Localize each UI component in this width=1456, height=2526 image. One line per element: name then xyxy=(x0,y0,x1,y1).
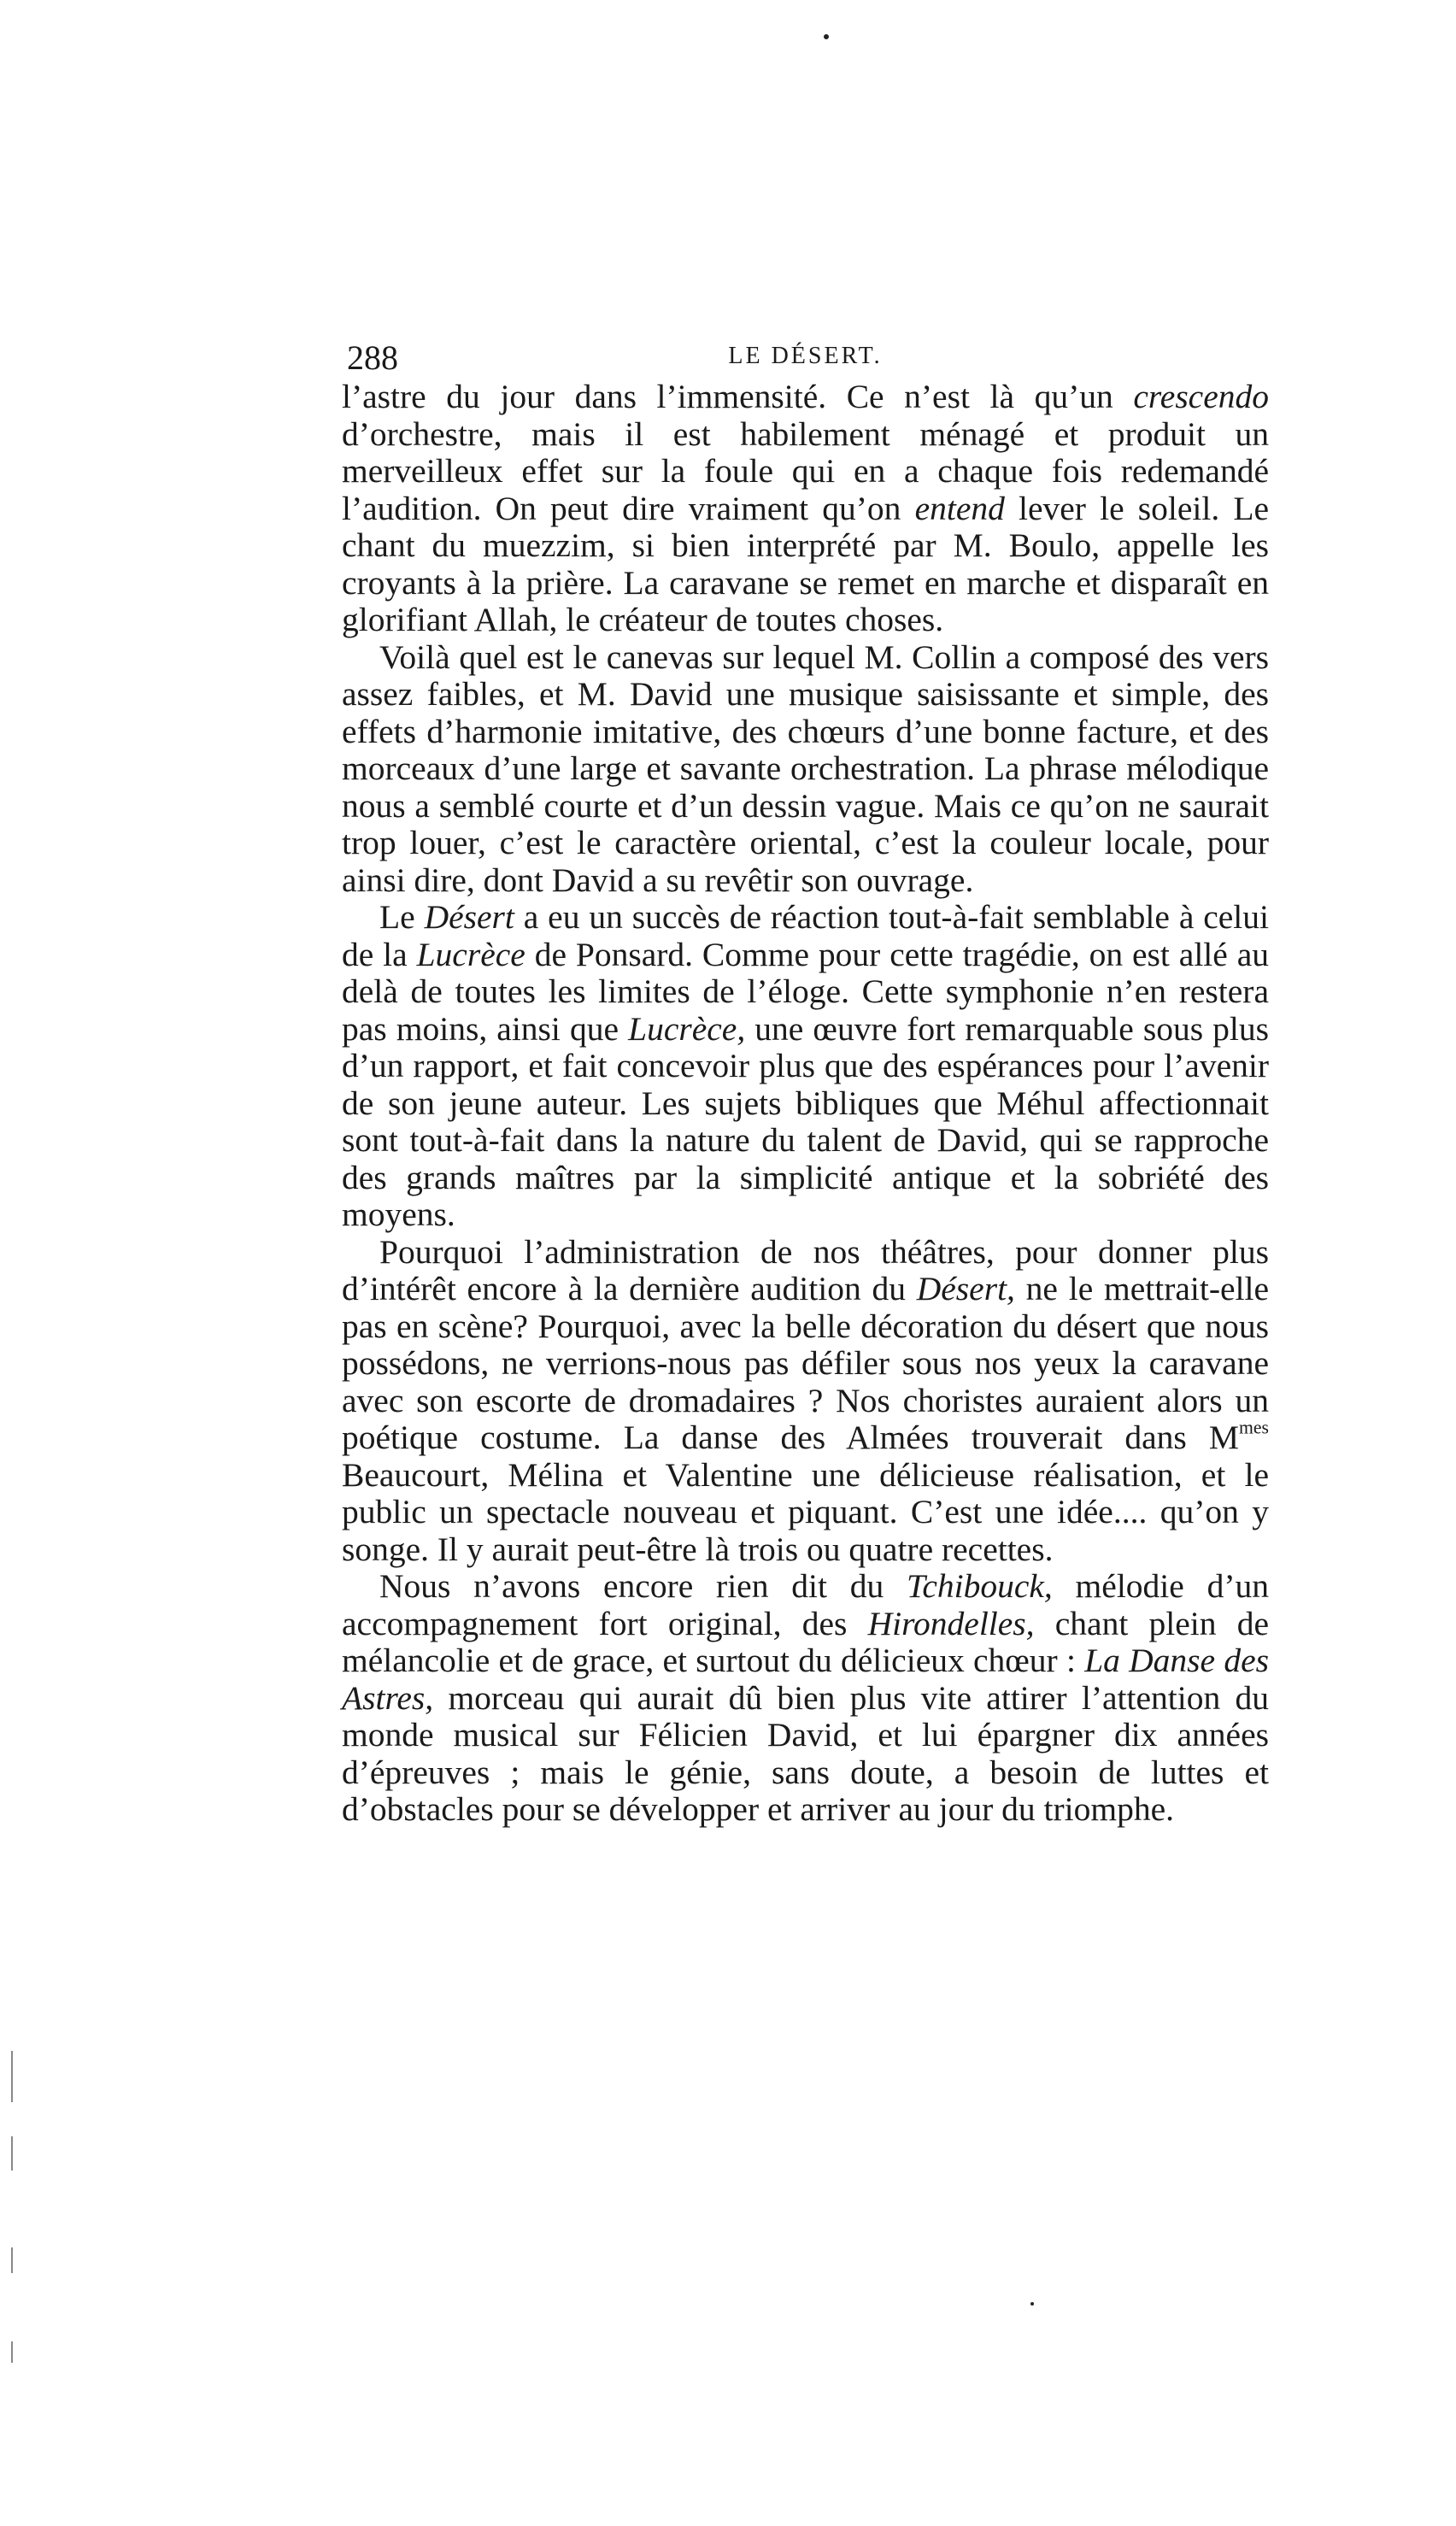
text-run: Voilà quel est le canevas sur lequel M. Collin a composé des vers assez faibles, et M. David une musique saisissante et simple, des effets d’harmonie imitative, des chœurs d’une bonne facture, et des morceaux d’une large et savante orchestration. La phrase mélodique nous a semblé courte et d’un dessin vague. Mais ce qu’on ne saurait trop louer, c’est le caractère oriental, c’est la couleur locale, pour ainsi dire, dont David a su revêtir son ouvrage. xyxy=(342,637,1269,899)
italic-text: Désert, xyxy=(916,1270,1015,1307)
scan-edge-mark xyxy=(11,2136,13,2171)
text-run: l’astre du jour dans l’immensité. Ce n’est là qu’un xyxy=(342,378,1134,415)
scan-edge-mark xyxy=(11,2247,13,2273)
ink-speck-bottom xyxy=(1030,2302,1034,2306)
italic-text: entend xyxy=(914,489,1005,527)
italic-text: Lucrèce, xyxy=(628,1009,746,1048)
text-run: lever le soleil. Le chant du muezzim, si bien interprété par M. Boulo, appelle les croyants à la prière. La caravane se remet en marche et disparaît en glorifiant Allah, le créateur de toutes choses. xyxy=(342,489,1269,638)
paragraph xyxy=(342,1234,1269,1569)
running-title: LE DÉSERT. xyxy=(728,343,883,369)
italic-text: Lucrèce xyxy=(416,935,525,973)
italic-text: crescendo xyxy=(1133,378,1269,415)
text-run: d’orchestre, mais il est habilement ménagé et produit un merveilleux effet sur la foule qui en a chaque fois redemandé l’audition. On peut dire vraiment qu’on xyxy=(342,414,1269,527)
paragraph xyxy=(342,379,1269,639)
text-run: a eu un succès de réaction tout-à-fait semblable à celui de la xyxy=(342,898,1269,973)
running-header xyxy=(342,338,1269,379)
text-run: Le xyxy=(379,898,425,936)
italic-text: Hirondelles, xyxy=(867,1604,1035,1642)
superscript-text: mes xyxy=(1239,1417,1269,1438)
ink-speck-top xyxy=(824,34,829,39)
text-run: de Ponsard. Comme pour cette tragédie, on est allé au delà de toutes les limites de l’éloge. Cette symphonie n’en restera pas moins, ainsi que xyxy=(342,935,1269,1048)
text-run: ne le mettrait-elle pas en scène? Pourquoi, avec la belle décoration du désert que nous possédons, ne verrions-nous pas défiler sous nos yeux la caravane avec son escorte de dromadaires ? Nos choristes auraient alors un poétique costume. La danse des Almées trouverait dans M xyxy=(342,1270,1269,1456)
text-run: Pourquoi l’administration de nos théâtres, pour donner plus d’intérêt encore à la dernière audition du xyxy=(342,1232,1269,1307)
text-run: chant plein de mélancolie et de grace, et surtout du délicieux chœur : xyxy=(342,1604,1269,1679)
scan-edge-mark xyxy=(11,2051,13,2102)
italic-text: Désert xyxy=(424,898,514,936)
paragraph xyxy=(342,899,1269,1234)
paragraph xyxy=(342,639,1269,900)
body-text xyxy=(342,379,1269,1829)
text-run: une œuvre fort remarquable sous plus d’un rapport, et fait concevoir plus que des espérances pour l’avenir de son jeune auteur. Les sujets bibliques que Méhul affectionnait sont tout-à-fait dans la nature du talent de David, qui se rapproche des grands maîtres par la simplicité antique et la sobriété des moyens. xyxy=(342,1009,1270,1233)
text-run: morceau qui aurait dû bien plus vite attirer l’attention du monde musical sur Félicien David, et lui épargner dix années d’épreuves ; mais le génie, sans doute, a besoin de luttes et d’obstacles pour se développer et arriver au jour du triomphe. xyxy=(342,1678,1269,1828)
text-run: Nous n’avons encore rien dit du xyxy=(379,1567,907,1605)
book-page xyxy=(342,338,1269,1829)
italic-text: Tchibouck, xyxy=(906,1567,1053,1605)
scan-edge-mark xyxy=(11,2341,13,2363)
page-number: 288 xyxy=(347,338,398,377)
text-run: Beaucourt, Mélina et Valentine une délicieuse réalisation, et le public un spectacle nouveau et piquant. C’est une idée.... qu’on y songe. Il y aurait peut-être là trois ou quatre recettes. xyxy=(342,1455,1269,1568)
italic-text: La Danse des Astres, xyxy=(342,1642,1269,1717)
text-run: mélodie d’un accompagnement fort original, des xyxy=(342,1567,1269,1642)
paragraph xyxy=(342,1568,1269,1829)
